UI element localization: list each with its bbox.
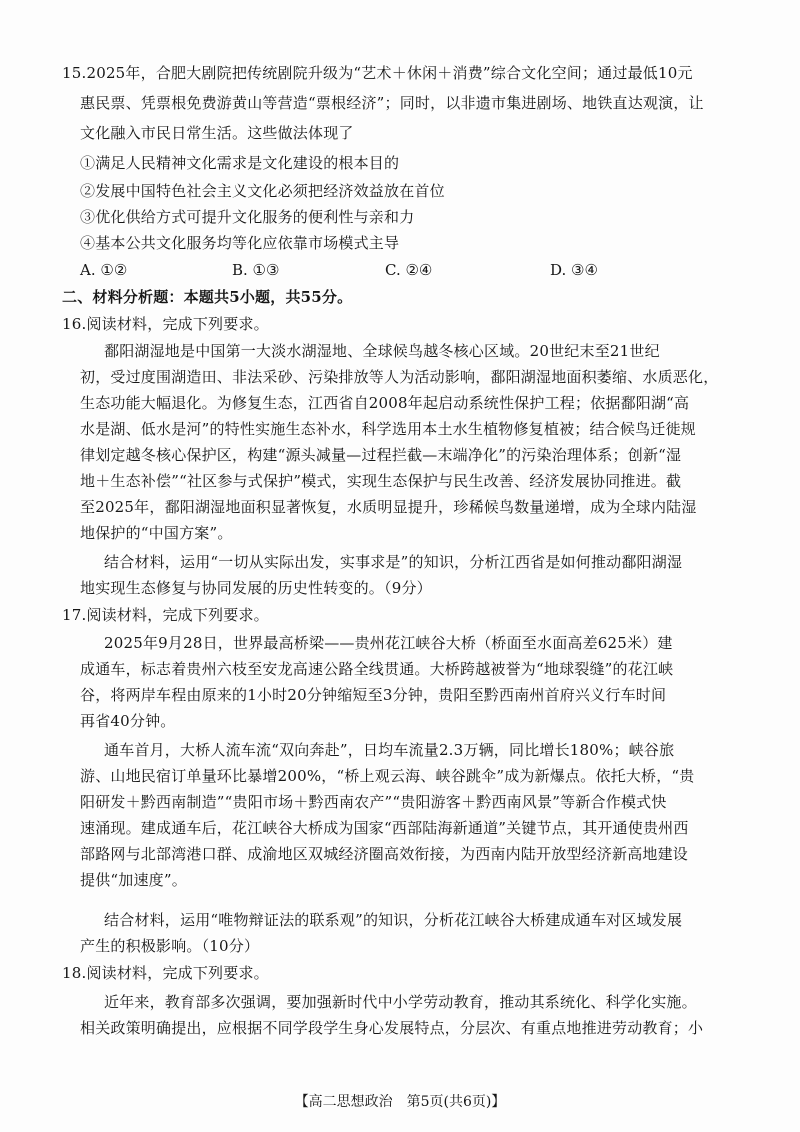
- q17-material-line-8: 速涌现。建成通车后，花江峡谷大桥成为国家“西部陆海新通道”关键节点，其开通使贵州西: [80, 819, 689, 837]
- q16-material-line-5: 律划定越冬核心保护区，构建“源头减量—过程拦截—末端净化”的污染治理体系；创新“湿: [80, 446, 682, 464]
- q16-question-line-1: 结合材料，运用“一切从实际出发，实事求是”的知识，分析江西省是如何推动鄱阳湖湿: [104, 553, 683, 571]
- q18-material-line-1: 近年来，教育部多次强调，要加强新时代中小学劳动教育，推动其系统化、科学化实施。: [104, 993, 697, 1011]
- q17-material-line-6: 游、山地民宿订单量环比暴增200%，“桥上观云海、峡谷跳伞”成为新爆点。依托大桥，“贵: [80, 767, 695, 785]
- page-footer: 【高二思想政治 第5页(共6页)】: [294, 1094, 506, 1110]
- q17-material-line-10: 提供“加速度”。: [80, 871, 187, 889]
- q16-material-line-4: 水是湖、低水是河”的特性实施生态补水，科学选用本土水生植物修复植被；结合候鸟迁徙规: [80, 420, 696, 438]
- q17-material-line-3: 谷，将两岸车程由原来的1小时20分钟缩短至3分钟，贵阳至黔西南州首府兴义行车时间: [80, 686, 667, 704]
- q15-statement-2: ②发展中国特色社会主义文化必须把经济效益放在首位: [80, 182, 445, 200]
- q16-question-line-2: 地实现生态修复与协同发展的历史性转变的。（9分）: [80, 579, 432, 597]
- q17-material-line-2: 成通车，标志着贵州六枝至安龙高速公路全线贯通。大桥跨越被誉为“地球裂缝”的花江峡: [80, 660, 674, 678]
- q16-material-line-6: 地＋生态补偿”“社区参与式保护”模式，实现生态保护与民生改善、经济发展协同推进。截: [80, 472, 682, 490]
- q15-statement-3: ③优化供给方式可提升文化服务的便利性与亲和力: [80, 208, 415, 226]
- q15-stem-line-3: 文化融入市民日常生活。这些做法体现了: [80, 124, 354, 142]
- q17-material-line-5: 通车首月，大桥人流车流“双向奔赴”，日均车流量2.3万辆，同比增长180%；峡谷旅: [104, 741, 675, 759]
- q18-heading: 18.阅读材料，完成下列要求。: [62, 964, 269, 982]
- q15-statement-1: ①满足人民精神文化需求是文化建设的根本目的: [80, 154, 400, 172]
- q15-option-b: B. ①③: [232, 261, 280, 279]
- q16-material-line-3: 生态功能大幅退化。为修复生态，江西省自2008年起启动系统性保护工程；依据鄱阳湖“高: [80, 394, 690, 412]
- q17-material-line-1: 2025年9月28日，世界最高桥梁——贵州花江峡谷大桥（桥面至水面高差625米）建: [104, 634, 673, 652]
- q17-material-line-9: 部路网与北部湾港口群、成渝地区双城经济圈高效衔接，为西南内陆开放型经济新高地建设: [80, 845, 689, 863]
- q16-material-line-7: 至2025年，鄱阳湖湿地面积显著恢复，水质明显提升，珍稀候鸟数量递增，成为全球内陆湿: [80, 498, 697, 516]
- q16-material-line-1: 鄱阳湖湿地是中国第一大淡水湖湿地、全球候鸟越冬核心区域。20世纪末至21世纪: [104, 342, 660, 360]
- q15-stem-line-1: 15.2025年，合肥大剧院把传统剧院升级为“艺术＋休闲＋消费”综合文化空间；通过最低10元: [62, 64, 693, 82]
- section-2-heading: 二、材料分析题：本题共5小题，共55分。: [62, 288, 353, 306]
- q15-option-c: C. ②④: [385, 261, 433, 279]
- q15-option-d: D. ③④: [550, 261, 598, 279]
- q15-statement-4: ④基本公共文化服务均等化应依靠市场模式主导: [80, 234, 400, 252]
- q15-option-a: A. ①②: [80, 261, 128, 279]
- q16-heading: 16.阅读材料，完成下列要求。: [62, 315, 269, 333]
- q18-material-line-2: 相关政策明确提出，应根据不同学段学生身心发展特点，分层次、有重点地推进劳动教育；小: [80, 1019, 704, 1037]
- q17-material-line-7: 阳研发＋黔西南制造”“贵阳市场＋黔西南农产”“贵阳游客＋黔西南风景”等新合作模式快: [80, 793, 667, 811]
- q16-material-line-2: 初，受过度围湖造田、非法采砂、污染排放等人为活动影响，鄱阳湖湿地面积萎缩、水质恶化，: [80, 368, 719, 386]
- q16-material-line-8: 地保护的“中国方案”。: [80, 524, 233, 542]
- q17-material-line-4: 再省40分钟。: [80, 712, 176, 730]
- q17-heading: 17.阅读材料，完成下列要求。: [62, 606, 269, 624]
- q17-question-line-1: 结合材料，运用“唯物辩证法的联系观”的知识，分析花江峡谷大桥建成通车对区域发展: [104, 911, 683, 929]
- q15-stem-line-2: 惠民票、凭票根免费游黄山等营造“票根经济”；同时，以非遗市集进剧场、地铁直达观演，让: [80, 94, 704, 112]
- q17-question-line-2: 产生的积极影响。（10分）: [80, 937, 260, 955]
